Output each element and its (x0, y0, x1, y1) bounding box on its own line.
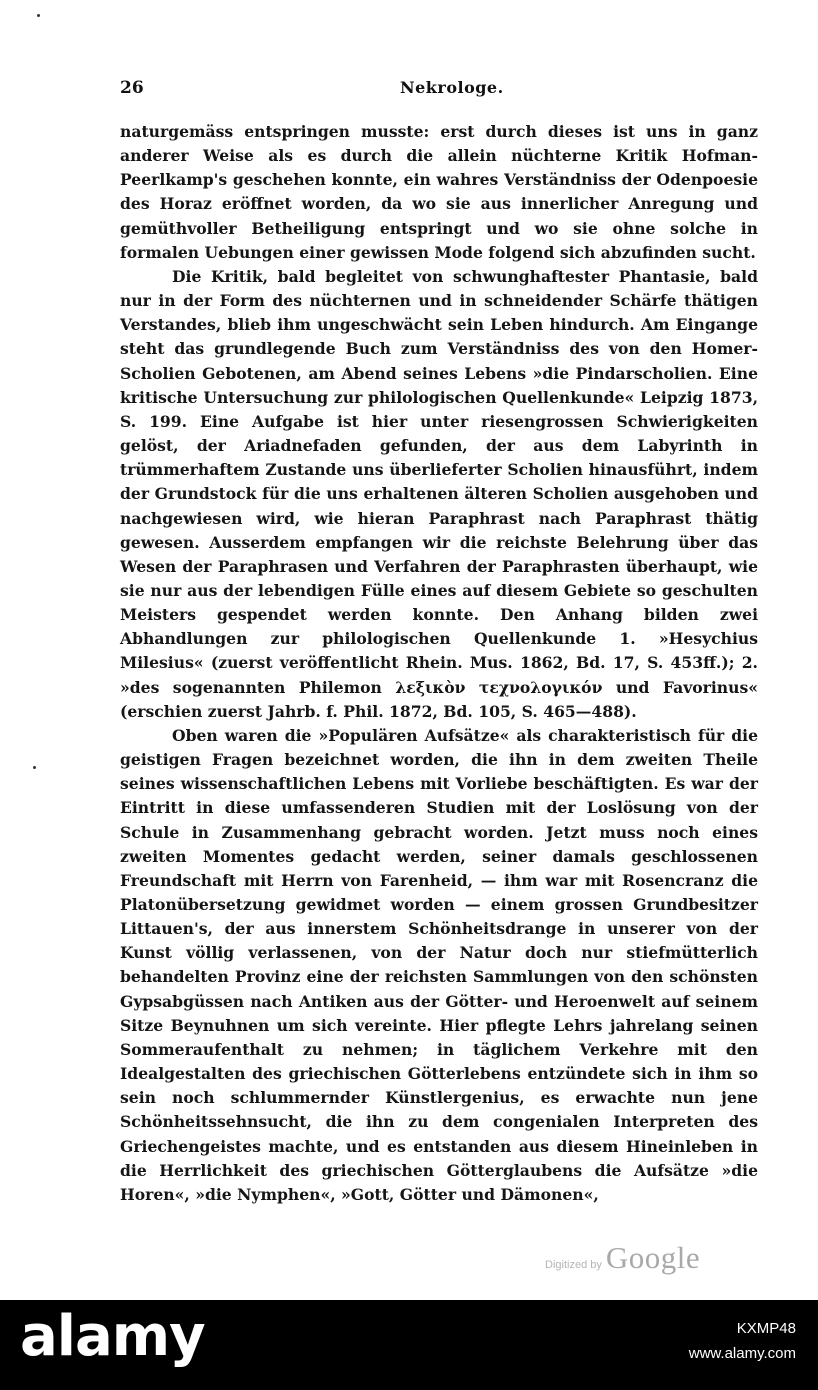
page-number: 26 (120, 78, 144, 98)
alamy-logo: alamy (20, 1304, 205, 1369)
google-digitized-watermark (545, 1240, 700, 1276)
image-id: KXMP48 (736, 1320, 796, 1337)
scan-speck (37, 14, 40, 17)
stock-photo-bar (0, 1300, 818, 1390)
page-header (120, 78, 758, 100)
scan-speck (33, 766, 36, 769)
site-url[interactable]: www.alamy.com (688, 1345, 796, 1362)
body-text (120, 120, 758, 1207)
paragraph-1: naturgemäss entspringen musste: erst durch dieses ist uns in ganz anderer Weise als es durch die allein nüchterne Kritik Hofman-Peerlkamp's geschehen konnte, ein wahres Verständniss der Odenpoesie des Horaz eröffnet worden, da wo sie aus innerlicher Anregung und gemüthvoller Betheiligung entspringt und wo sie ohne solche in formalen Uebungen einer gewissen Mode folgend sich abzufinden sucht. (120, 122, 758, 262)
paragraph-3: Oben waren die »Populären Aufsätze« als charakteristisch für die geistigen Fragen bezeichnet worden, die ihn in dem zweiten Theile seines wissenschaftlichen Lebens mit Vorliebe beschäftigten. Es war der Eintritt in diese umfassenderen Studien mit der Loslösung von der Schule in Zusammenhang gebracht worden. Jetzt muss noch eines zweiten Momentes gedacht werden, seiner damals geschlossenen Freundschaft mit Herrn von Farenheid, — ihm war mit Rosencranz die Platonübersetzung gewidmet worden — einem grossen Grundbesitzer Littauen's, der aus innerstem Schönheitsdrange in unserer von der Kunst völlig verlassenen, von der Natur doch nur stiefmütterlich behandelten Provinz eine der reichsten Sammlungen von den schönsten Gypsabgüssen nach Antiken aus der Götter- und Heroenwelt auf seinem Sitze Beynuhnen um sich vereinte. Hier pflegte Lehrs jahrelang seinen Sommeraufenthalt zu nehmen; in täglichem Verkehre mit den Idealgestalten des griechischen Götterlebens entzündete sich in ihm so sein noch schlummernder Künstlergenius, es erwachte nun jene Schönheitssehnsucht, die ihn zu dem congenialen Interpreten des Griechengeistes machte, und es entstanden aus diesem Hineinleben in die Herrlichkeit des griechischen Götterglaubens die Aufsätze »die Horen«, »die Nymphen«, »Gott, Götter und Dämonen«, (120, 725, 758, 1204)
running-head: Nekrologe. (400, 78, 504, 97)
digitized-by-label: Digitized by (545, 1259, 602, 1271)
google-logo: Google (605, 1240, 701, 1275)
paragraph-2: Die Kritik, bald begleitet von schwunghaftester Phantasie, bald nur in der Form des nüchternen und in schneidender Schärfe thätigen Verstandes, blieb ihm ungeschwächt sein Leben hindurch. Am Eingange steht das grundlegende Buch zum Verständniss des von den Homer-Scholien Gebotenen, am Abend seines Lebens »die Pindarscholien. Eine kritische Untersuchung zur philologischen Quellenkunde« Leipzig 1873, S. 199. Eine Aufgabe ist hier unter riesengrossen Schwierigkeiten gelöst, der Ariadnefaden gefunden, der aus dem Labyrinth in trümmerhaftem Zustande uns überlieferter Scholien hinausführt, indem der Grundstock für die uns erhaltenen älteren Scholien ausgehoben und nachgewiesen wird, wie hieran Paraphrast nach Paraphrast thätig gewesen. Ausserdem empfangen wir die reichste Belehrung über das Wesen der Paraphrasen und Verfahren der Paraphrasten überhaupt, wie sie nur aus der lebendigen Fülle eines auf diesem Gebiete so geschulten Meisters gespendet werden konnte. Den Anhang bilden zwei Abhandlungen zur philologischen Quellenkunde 1. »Hesychius Milesius« (zuerst veröffentlicht Rhein. Mus. 1862, Bd. 17, S. 453ff.); 2. »des sogenannten Philemon λεξικὸν τεχνολογικόν und Favorinus« (erschien zuerst Jahrb. f. Phil. 1872, Bd. 105, S. 465—488). (120, 266, 758, 721)
